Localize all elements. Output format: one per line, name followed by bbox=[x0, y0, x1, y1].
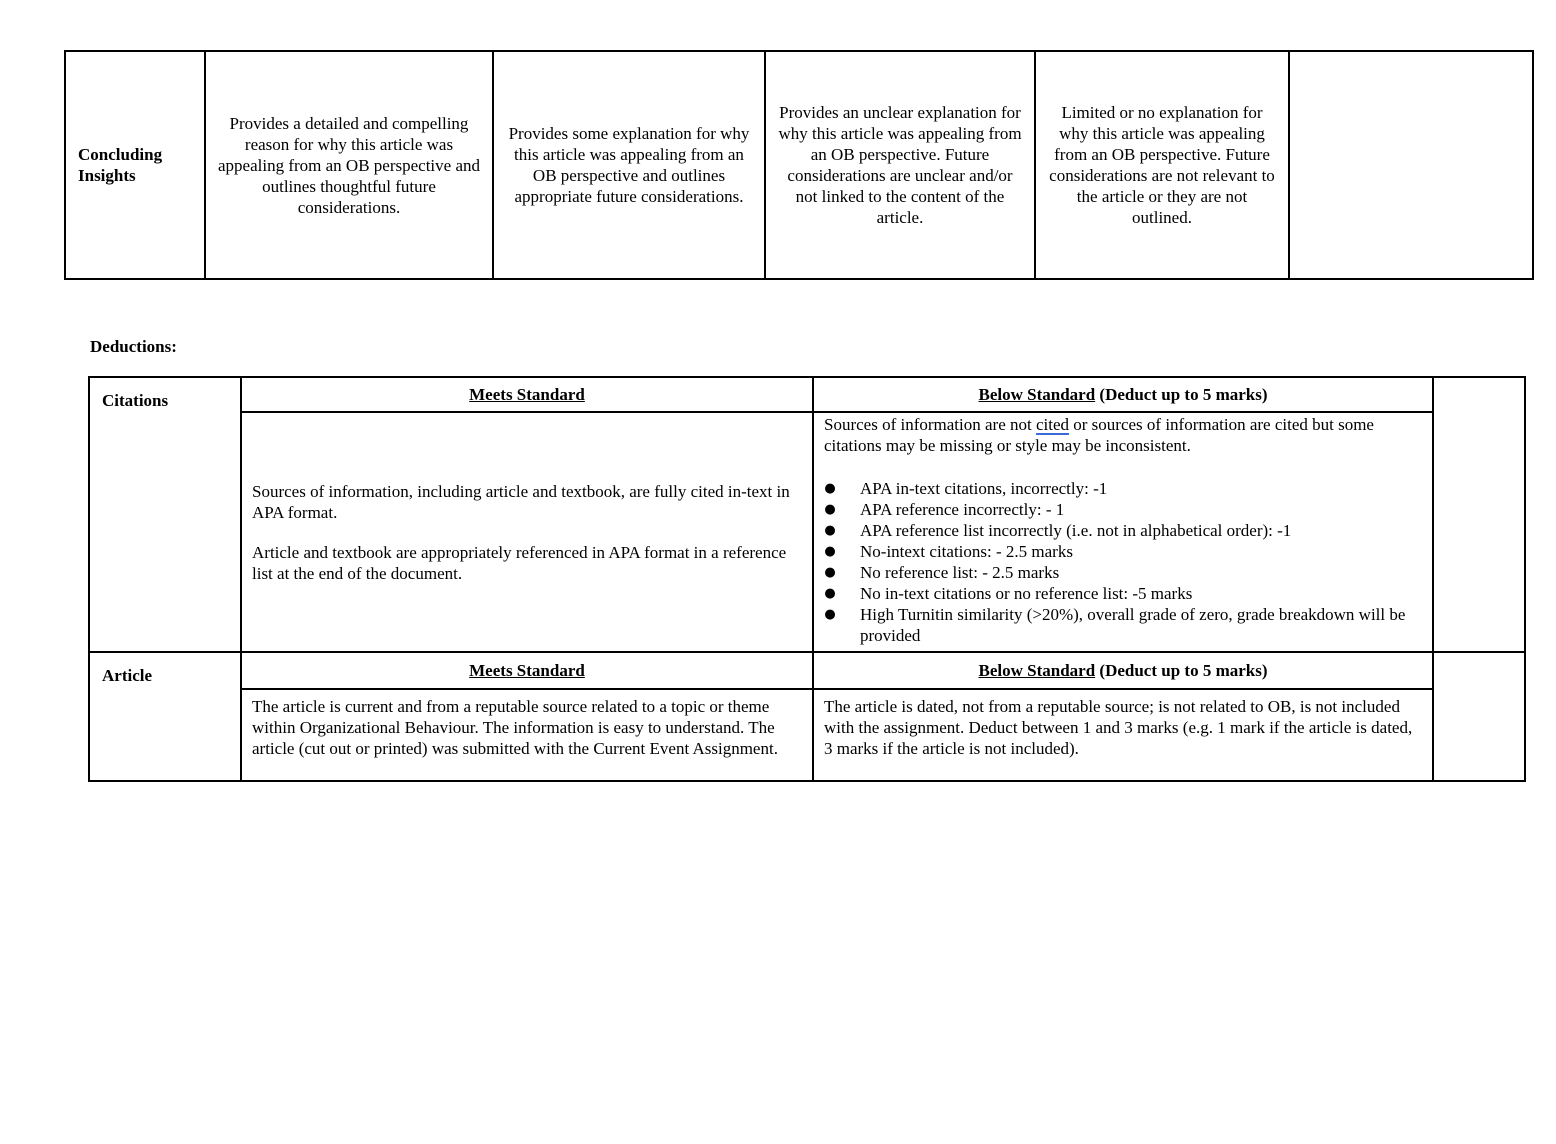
citations-below-header-suffix: (Deduct up to 5 marks) bbox=[1095, 385, 1268, 404]
article-meets-header bbox=[241, 652, 813, 689]
article-label: Article bbox=[89, 652, 241, 781]
list-item bbox=[824, 499, 1422, 520]
article-below-body: The article is dated, not from a reputable source; is not related to OB, is not included with the assignment. Deduct between 1 and 3 marks (e.g. 1 mark if the article is dated, 3 marks if the article is not included). bbox=[813, 689, 1433, 781]
article-meets-body: The article is current and from a reputable source related to a topic or theme within Organizational Behaviour. The information is easy to understand. The article (cut out or printed) was submitted with the Current Event Assignment. bbox=[241, 689, 813, 781]
criteria-cell-good: Provides some explanation for why this article was appealing from an OB perspective and outlines appropriate future considerations. bbox=[493, 51, 765, 279]
concluding-insights-row bbox=[65, 51, 1533, 279]
bullet-text: No in-text citations or no reference list: -5 marks bbox=[860, 584, 1193, 603]
criteria-cell-poor: Limited or no explanation for why this article was appealing from an OB perspective. Future considerations are not relevant to the article or they are not outlined. bbox=[1035, 51, 1289, 279]
citations-meets-header bbox=[241, 377, 813, 412]
list-item bbox=[824, 478, 1422, 499]
article-body-row bbox=[89, 689, 1525, 781]
citations-meets-paragraph: Sources of information, including article and textbook, are fully cited in-text in APA format. bbox=[252, 481, 790, 522]
deductions-heading: Deductions: bbox=[90, 337, 177, 356]
article-score-cell bbox=[1433, 652, 1525, 689]
criteria-cell-fair: Provides an unclear explanation for why this article was appealing from an OB perspective. Future considerations are unclear and/or not linked to the content of the article. bbox=[765, 51, 1035, 279]
citations-below-intro-after: or sources of information are cited but some citations may be missing or style may be inconsistent. bbox=[824, 415, 1374, 455]
citations-below-body bbox=[813, 412, 1433, 652]
citations-below-intro bbox=[824, 414, 1422, 456]
article-below-header bbox=[813, 652, 1433, 689]
list-item bbox=[824, 583, 1422, 604]
citations-below-header bbox=[813, 377, 1433, 412]
bullet-text: High Turnitin similarity (>20%), overall grade of zero, grade breakdown will be provided bbox=[860, 605, 1406, 645]
bullet-dot-icon: ● bbox=[824, 523, 836, 538]
bullet-text: No reference list: - 2.5 marks bbox=[860, 563, 1060, 582]
bullet-dot-icon: ● bbox=[824, 481, 836, 496]
criteria-cell-excellent: Provides a detailed and compelling reason for why this article was appealing from an OB perspective and outlines thoughtful future considerations. bbox=[205, 51, 493, 279]
article-below-header-text: Below Standard bbox=[978, 661, 1096, 680]
citations-meets-header-text: Meets Standard bbox=[469, 385, 585, 404]
article-header-row bbox=[89, 652, 1525, 689]
list-item bbox=[824, 562, 1422, 583]
bullet-text: APA reference list incorrectly (i.e. not in alphabetical order): -1 bbox=[860, 521, 1292, 540]
citations-score-cell-cont bbox=[1433, 412, 1525, 652]
score-cell-empty bbox=[1289, 51, 1533, 279]
citations-header-row bbox=[89, 377, 1525, 412]
article-below-header-suffix: (Deduct up to 5 marks) bbox=[1095, 661, 1268, 680]
list-item bbox=[824, 520, 1422, 541]
citations-meets-body bbox=[241, 412, 813, 652]
bullet-text: No-intext citations: - 2.5 marks bbox=[860, 542, 1073, 561]
citations-score-cell bbox=[1433, 377, 1525, 412]
bullet-dot-icon: ● bbox=[824, 607, 836, 622]
citations-below-intro-before: Sources of information are not bbox=[824, 415, 1036, 434]
article-meets-header-text: Meets Standard bbox=[469, 661, 585, 680]
bullet-text: APA reference incorrectly: - 1 bbox=[860, 500, 1065, 519]
bullet-dot-icon: ● bbox=[824, 544, 836, 559]
bullet-dot-icon: ● bbox=[824, 502, 836, 517]
citations-meets-paragraph: Article and textbook are appropriately referenced in APA format in a reference list at the end of the document. bbox=[252, 542, 787, 583]
citations-body-row bbox=[89, 412, 1525, 652]
article-score-cell-cont bbox=[1433, 689, 1525, 781]
concluding-insights-label: Concluding Insights bbox=[65, 51, 205, 279]
deduction-bullet-list bbox=[824, 478, 1422, 646]
spellcheck-flagged-word[interactable]: cited bbox=[1035, 415, 1070, 434]
bullet-dot-icon: ● bbox=[824, 586, 836, 601]
citations-label: Citations bbox=[89, 377, 241, 652]
bullet-dot-icon: ● bbox=[824, 565, 836, 580]
concluding-insights-table bbox=[64, 50, 1534, 280]
citations-below-header-text: Below Standard bbox=[978, 385, 1096, 404]
bullet-text: APA in-text citations, incorrectly: -1 bbox=[860, 479, 1108, 498]
deductions-table bbox=[88, 376, 1526, 782]
list-item bbox=[824, 541, 1422, 562]
list-item bbox=[824, 604, 1422, 646]
